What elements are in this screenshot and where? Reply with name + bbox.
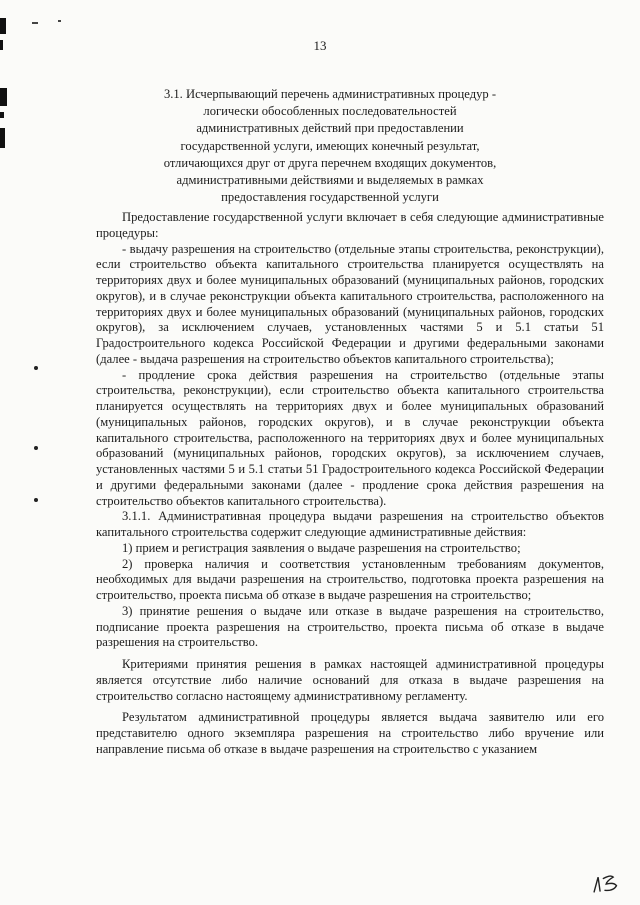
scan-dot [34, 498, 38, 502]
intro-paragraph: Предоставление государственной услуги включает в себя следующие административные процедуры: [96, 210, 604, 240]
section-title-line: логически обособленных последовательностей [203, 104, 457, 119]
section-title-line: административными действиями и выделяемых в рамках [176, 173, 484, 188]
action-item-1: 1) прием и регистрация заявления о выдаче разрешения на строительство; [122, 540, 521, 555]
section-title-line: предоставления государственной услуги [221, 190, 439, 205]
section-title [130, 86, 530, 206]
document-body [96, 210, 604, 758]
criteria-paragraph: Критериями принятия решения в рамках настоящей административной процедуры является отсутствие либо наличие оснований для отказа в выдаче разрешения на строительство согласно настоящему административному регламенту. [96, 657, 604, 703]
section-title-line: 3.1. Исчерпывающий перечень административных процедур - [163, 87, 497, 101]
procedure-item-extension: - продление срока действия разрешения на строительство (отдельные этапы строительства, реконструкции), если строительство объекта капитального строительства планируется осуществлять на территориях двух и более муниципальных образований (муниципальных районов, городских округов), и в случае реконструкции объекта капитального строительства, расположенного на территориях двух и более муниципальных образований (муниципальных районов, городских округов), за исключением случаев, установленных частями 5 и 5.1 статьи 51 Градостроительного кодекса Российской Федерации и другими федеральными законами (далее - продление срока действия разрешения на строительство объектов капитального строительства). [96, 367, 604, 508]
result-paragraph: Результатом административной процедуры является выдача заявителю или его представителю одного экземпляра разрешения на строительство либо вручение или направление письма об отказе в выдаче разрешения на строительство с указанием [96, 710, 604, 756]
scan-dot [34, 446, 38, 450]
section-title-line: отличающихся друг от друга перечнем входящих документов, [163, 155, 497, 170]
handwritten-initials [589, 870, 626, 897]
scan-dot [34, 366, 38, 370]
subsection-3-1-1: 3.1.1. Административная процедура выдачи разрешения на строительство объектов капитального строительства содержит следующие административные действия: [96, 509, 604, 539]
section-title-line: административных действий при предоставлении [196, 121, 464, 136]
action-item-2: 2) проверка наличия и соответствия установленным требованиям документов, необходимых для выдачи разрешения на строительство, подготовка проекта разрешения на строительство, проекта письма об отказе в выдаче разрешения на строительство; [96, 556, 604, 602]
procedure-item-issuance: - выдачу разрешения на строительство (отдельные этапы строительства, реконструкции), если строительство объекта капитального строительства планируется осуществлять на территориях двух и более муниципальных образований (муниципальных районов, городских округов), и в случае реконструкции объекта капитального строительства, расположенного на территориях двух и более муниципальных образований (муниципальных районов, городских округов), за исключением случаев, установленных частями 5 и 5.1 статьи 51 Градостроительного кодекса Российской Федерации и другими федеральными законами (далее - выдача разрешения на строительство объектов капитального строительства); [96, 241, 604, 366]
page-number: 13 [313, 38, 327, 53]
binding-edge-marks [0, 0, 14, 905]
section-title-line: государственной услуги, имеющих конечный результат, [180, 138, 480, 153]
action-item-3: 3) принятие решения о выдаче или отказе в выдаче разрешения на строительство, подписание проекта разрешения на строительство, проекта письма об отказе в выдаче разрешения на строительство. [96, 603, 604, 650]
